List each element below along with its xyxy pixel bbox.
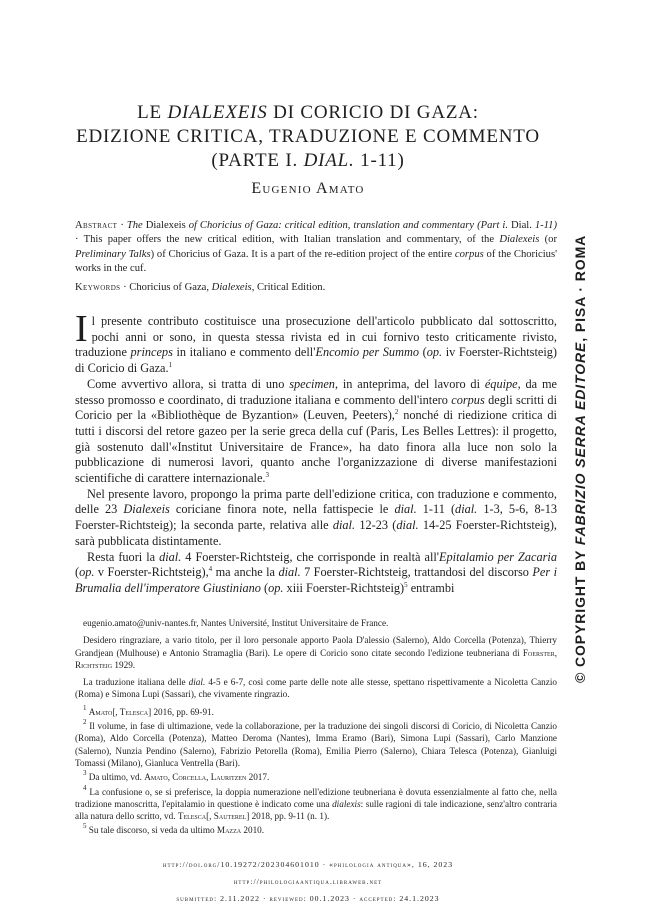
note-text: Mazza xyxy=(216,825,242,836)
abstract-text: The xyxy=(126,220,143,231)
abstract-text: 1-11) xyxy=(534,220,558,231)
abstract-text: (or xyxy=(539,234,557,246)
note-text: 2018, pp. 9-11 (n. 1). xyxy=(249,811,330,822)
note-text: 2010. xyxy=(241,825,265,836)
abstract-text: of the Choricius' works in the cuf. xyxy=(75,248,557,275)
body-text: Per i Brumalia dell'imperatore Giustiniano xyxy=(75,565,557,595)
title-text: DI CORICIO DI GAZA: xyxy=(267,102,479,123)
note-text: dialexis xyxy=(332,798,361,809)
body-text: op. xyxy=(426,345,443,360)
keywords-text: · Choricius of Gaza, xyxy=(120,282,212,293)
title-line-3 xyxy=(60,149,556,173)
note-text: Da ultimo, vd. xyxy=(88,772,145,783)
translation-note xyxy=(75,676,557,701)
note-text: Amato[, Telesca] xyxy=(88,706,152,717)
body-text: ( xyxy=(75,565,80,580)
note-text: La traduzione italiana delle xyxy=(83,677,189,688)
body-text: in italiano e commento dell' xyxy=(172,345,316,360)
note-text: Il volume, in fase di ultimazione, vede la collaborazione, per la traduzione dei singoli discorsi di Coricio, di Nicoletta Canzio (Roma), Aldo Corcella (Potenza), Matteo Deroma (Nantes), Imma Eramo (Bari), Simona Lupi (Sassari), Carlo Manzione (Salerno), Nunzia Pendino (Salerno), Fabrizio Petorella (Roma), Emilia Pierro (Salerno), Chiara Telesca (Potenza), Gianluigi Tomassi (Milano), Gianluca Ventrella (Bari). xyxy=(75,721,557,768)
body-text: degli scritti di Coricio per la «Bibliothèque de Byzantion» (Leuven, Peeters), xyxy=(75,392,557,423)
body-text: dial. xyxy=(396,518,419,533)
keywords xyxy=(75,281,557,295)
body-text: ( xyxy=(418,345,427,360)
note-text: 4-5 e 6-7, così come parte delle note alle stesse, spettano rispettivamente a Nicoletta Canzio (Roma) e Simona Lupi (Sassari), che vivamente ringrazio. xyxy=(75,677,557,700)
body-text: 14-25 Foerster-Richtsteig), sarà pubblicata distintamente. xyxy=(75,518,557,548)
journal-url[interactable]: http://philologiaantiqua.libraweb.net xyxy=(233,877,383,886)
keywords-text: Dialexeis xyxy=(211,282,252,293)
footnote-number: 5 xyxy=(83,822,87,831)
body-text: Nel presente lavoro, propongo la prima parte dell'edizione critica, con traduzione e commento, delle 23 xyxy=(75,486,557,517)
copyright-notice xyxy=(572,213,588,683)
footnote-number: 4 xyxy=(83,783,87,792)
footnote-ref[interactable]: 4 xyxy=(208,565,213,574)
footnote-number: 2 xyxy=(83,718,87,727)
paragraph-1 xyxy=(75,308,557,377)
paragraph-3 xyxy=(75,487,557,550)
footnote-4 xyxy=(75,783,558,823)
body-text: v Foerster-Richtsteig), xyxy=(94,565,209,580)
note-text: Su tale discorso, si veda da ultimo xyxy=(88,825,217,836)
copyright-text: , PISA · ROMA xyxy=(572,234,588,342)
footnote-ref[interactable]: 1 xyxy=(168,361,173,370)
body-text: specimen xyxy=(289,376,335,391)
body-text: Resta fuori la xyxy=(87,549,160,564)
body-text: Epitalamio per Zacaria xyxy=(439,549,557,564)
abstract-label: Abstract xyxy=(75,220,118,231)
note-text: 2016, pp. 69-91. xyxy=(151,706,214,717)
abstract-text: corpus xyxy=(454,248,484,260)
body-text: dial. xyxy=(455,502,478,517)
keywords-label: Keywords xyxy=(75,282,121,293)
footnote-number: 3 xyxy=(83,769,87,778)
body-text: 1-11 ( xyxy=(416,502,456,517)
note-text: 1929. xyxy=(112,659,136,670)
body-text: nonché di riedizione critica di tutti i discorsi del retore gazeo per la serie greca della cuf (Paris, Les Belles Lettres): il progetto, già sostenuto dall'«Institut Universitaire de France», ha dato finora alla luce non solo la pubblicazione di numerosi lavori, quanto anche l'organizzazione di diverse manifestazioni scientifiche di carattere internazionale. xyxy=(75,408,557,486)
body-text: 1-3, 5-6, 8-13 Foerster-Richtsteig); la seconda parte, relativa alle xyxy=(75,502,558,533)
footnote-ref[interactable]: 3 xyxy=(265,471,269,480)
title-text: LE xyxy=(137,102,168,123)
body-text: dial. xyxy=(278,565,301,580)
doi-line[interactable]: http://doi.org/10.19272/202304601010 · «philologia antiqua», 16, 2023 xyxy=(162,860,454,869)
body-text: corpus xyxy=(451,392,485,407)
abstract-sep: · xyxy=(117,220,127,231)
note-text: : sulle ragioni di tale indicazione, senz'altro contraria alla natura dello scritto, vd. xyxy=(75,798,557,822)
body-text: princeps xyxy=(130,345,173,360)
note-text: Telesca[, Sauterel] xyxy=(177,811,250,822)
abstract-text: · This paper offers the new critical edition, with Italian translation and commentary, of the xyxy=(75,234,500,246)
body-text: iv Foerster-Richtsteig) di Coricio di Gaza. xyxy=(75,345,557,376)
footnote-1 xyxy=(75,703,557,718)
body-text: ma anche la xyxy=(212,565,279,580)
body-text: 12-23 ( xyxy=(355,518,397,533)
body-text: 7 Foerster-Richtsteig, trattandosi del discorso xyxy=(300,565,533,580)
note-text: Foerster, Richtsteig xyxy=(75,647,557,670)
copyright-text: © COPYRIGHT BY xyxy=(572,545,588,683)
body-text: op. xyxy=(268,580,284,595)
abstract xyxy=(75,219,557,277)
acknowledgements xyxy=(75,634,557,671)
body-text: l presente contributo costituisce una prosecuzione dell'articolo pubblicato dal sottoscritto, pochi anni or sono, in questa stessa rivista ed in cui fornivo testo criticamente rivisto, traduzione xyxy=(75,314,557,360)
body-text: dial. xyxy=(394,502,417,517)
body-text: dial. xyxy=(159,549,182,564)
article-body xyxy=(75,308,558,597)
title-line-2: EDIZIONE CRITICA, TRADUZIONE E COMMENTO xyxy=(76,126,540,147)
title-text: (PARTE I. xyxy=(211,150,304,171)
footnote-ref[interactable]: 5 xyxy=(404,580,408,589)
drop-cap: I xyxy=(75,308,88,350)
body-text: dial. xyxy=(332,518,356,533)
article-title xyxy=(60,101,556,173)
keywords-text: , Critical Edition. xyxy=(251,282,326,293)
body-text: , da me stesso promosso e coordinato, di traduzione italiana e commento dell'intero xyxy=(75,376,557,407)
footnote-number: 1 xyxy=(83,703,87,712)
abstract-text: ) of Choricius of Gaza. It is a part of the re-edition project of the entire xyxy=(150,248,455,260)
abstract-text: Preliminary Talks xyxy=(75,248,151,260)
footnote-3 xyxy=(75,771,557,783)
submission-dates: submitted: 2.11.2022 · reviewed: 00.1.2023 · accepted: 24.1.2023 xyxy=(176,894,440,903)
body-text: , in anteprima, del lavoro di xyxy=(334,376,485,391)
title-line-1 xyxy=(60,101,556,125)
author-name: Eugenio Amato xyxy=(251,180,365,197)
paragraph-2 xyxy=(75,377,557,487)
author-email: eugenio.amato@univ-nantes.fr, Nantes Université, Institut Universitaire de France. xyxy=(83,618,389,628)
body-text: 4 Foerster-Richtsteig, che corrisponde in realtà all' xyxy=(181,549,440,564)
paragraph-4 xyxy=(75,550,557,597)
abstract-text: Dialexeis xyxy=(499,234,540,246)
note-text: 2017. xyxy=(246,772,270,783)
note-text: Desidero ringraziare, a vario titolo, per il loro personale apporto Paola D'alessio (Salerno), Aldo Corcella (Potenza), Thierry Grandjean (Mulhouse) e Antonio Stramaglia (Bari). Le opere di Coricio sono citate secondo l'edizione teubneriana di xyxy=(75,635,557,658)
footnote-2 xyxy=(75,720,557,769)
copyright-publisher: FABRIZIO SERRA EDITORE xyxy=(572,341,588,546)
body-text: coriciane finora note, nella fattispecie le xyxy=(169,502,395,517)
title-text: 1-11) xyxy=(354,150,405,171)
body-text: entrambi xyxy=(407,580,455,595)
body-text: xiii Foerster-Richtsteig) xyxy=(283,580,405,595)
note-text: La confusione o, se si preferisce, la doppia numerazione nell'edizione teubneriana è dovuta essenzialmente al fatto che, nella tradizione manoscritta, l'epitalamio in questione è indicato come una xyxy=(75,786,558,809)
footnote-ref[interactable]: 2 xyxy=(394,408,399,417)
body-text: Dialexeis xyxy=(123,502,170,517)
body-text: Encomio per Summo xyxy=(315,345,419,360)
footnote-5 xyxy=(75,824,557,836)
body-text: Come avvertivo allora, si tratta di uno xyxy=(87,376,290,391)
body-text: ( xyxy=(260,580,269,595)
abstract-text: Dialexeis xyxy=(142,220,189,231)
note-text: Amato, Corcella, Lauritzen xyxy=(144,772,247,783)
note-text: dial. xyxy=(188,677,206,688)
abstract-text: of Choricius of Gaza: critical edition, translation and commentary (Part i. xyxy=(188,220,508,231)
title-italic: DIAL. xyxy=(303,150,355,171)
abstract-text: Dial. xyxy=(508,220,535,231)
body-text: équipe xyxy=(484,376,518,391)
title-italic: DIALEXEIS xyxy=(167,102,268,123)
body-text: op. xyxy=(79,565,95,580)
footnotes xyxy=(75,617,557,839)
